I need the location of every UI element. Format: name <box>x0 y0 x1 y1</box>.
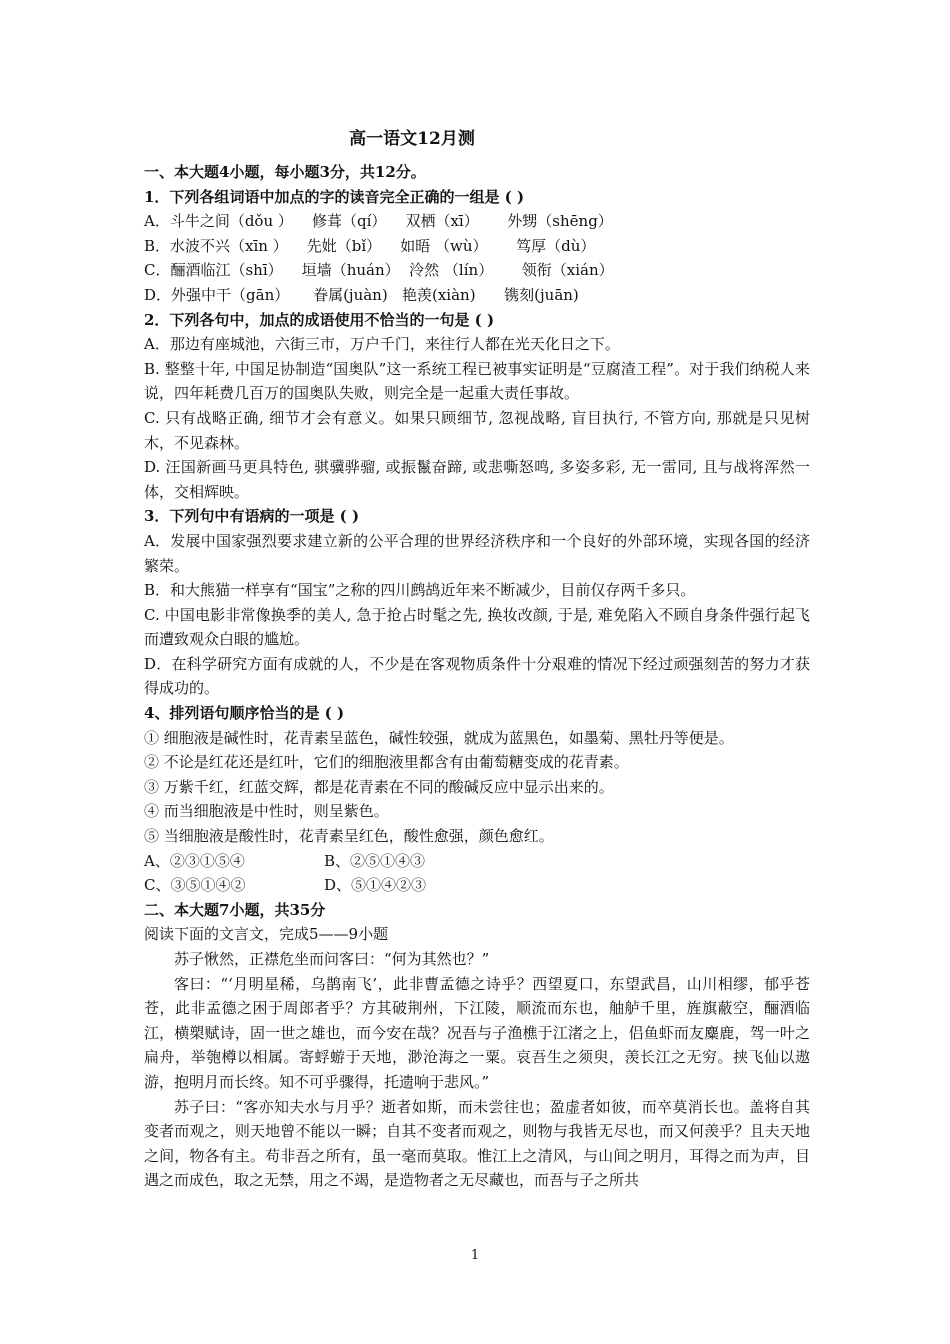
q4-sentence-1: ① 细胞液是碱性时，花青素呈蓝色，碱性较强，就成为蓝黑色，如墨菊、黑牡丹等便是。 <box>144 728 734 747</box>
q4-option-a: A、②③①⑤④ <box>144 851 245 870</box>
q2-stem: 2．下列各句中，加点的成语使用不恰当的一句是 ( ) <box>144 310 495 329</box>
section1-heading: 一、本大题4小题，每小题3分，共12分。 <box>144 163 426 181</box>
q3-stem: 3．下列句中有语病的一项是 ( ) <box>144 507 360 526</box>
q1-stem: 1．下列各组词语中加点的字的读音完全正确的一组是 ( ) <box>144 187 525 206</box>
q4-stem: 4、排列语句顺序恰当的是 ( ) <box>144 704 345 723</box>
q4-options-row-2 <box>144 873 810 898</box>
q4-sentence-2: ② 不论是红花还是红叶，它们的细胞液里都含有由葡萄糖变成的花青素。 <box>144 753 629 772</box>
page-number: 1 <box>470 1248 480 1263</box>
q4-sentence-3: ③ 万紫千红，红蓝交辉，都是花青素在不同的酸碱反应中显示出来的。 <box>144 777 614 796</box>
q4-option-d: D、⑤①④②③ <box>324 876 427 895</box>
q4-sentence-5: ⑤ 当细胞液是酸性时，花青素呈红色，酸性愈强，颜色愈红。 <box>144 827 554 846</box>
q2-option-b: B. 整整十年, 中国足协制造“国奥队”这一系统工程已被事实证明是“豆腐渣工程”。对于我们纳税人来说，四年耗费几百万的国奥队失败，则完全是一起重大责任事故。 <box>144 359 810 403</box>
q1-option-b: B．水波不兴（xīn ） 先妣（bǐ） 如晤 （wù） 笃厚（dù） <box>144 236 596 255</box>
q4-option-c: C、③⑤①④② <box>144 876 246 895</box>
q3-option-c: C. 中国电影非常像换季的美人, 急于抢占时髦之先, 换妆改颜, 于是, 难免陷入不顾自身条件强行起飞而遭致观众白眼的尴尬。 <box>144 605 810 649</box>
q1-option-c: C．酾酒临江（shī） 垣墙（huán） 泠然 （lín） 领衔（xián） <box>144 261 614 280</box>
page-title: 高一语文12月测 <box>349 129 475 149</box>
q4-options-row-1 <box>144 849 810 874</box>
q3-option-a: A．发展中国家强烈要求建立新的公平合理的世界经济秩序和一个良好的外部环境，实现各国的经济繁荣。 <box>144 531 810 575</box>
q3-option-b: B．和大熊猫一样享有“国宝”之称的四川鹧鸪近年来不断减少，目前仅存两千多只。 <box>144 581 696 600</box>
passage-paragraph-2: 客曰：“‘月明星稀，乌鹊南飞’，此非曹孟德之诗乎？西望夏口，东望武昌，山川相缪，郁乎苍苍，此非孟德之困于周郎者乎？方其破荆州，下江陵，顺流而东也，舳舻千里，旌旗蔽空，酾酒临江，横槊赋诗，固一世之雄也，而今安在哉？况吾与子渔樵于江渚之上，侣鱼虾而友麋鹿，驾一叶之扁舟，举匏樽以相属。寄蜉蝣于天地，渺沧海之一粟。哀吾生之须臾，羡长江之无穷。挟飞仙以遨游，抱明月而长终。知不可乎骤得，托遗响于悲风。” <box>144 974 810 1091</box>
section2-intro: 阅读下面的文言文，完成5——9小题 <box>144 925 389 944</box>
q2-option-a: A．那边有座城池，六街三市，万户千门，来往行人都在光天化日之下。 <box>144 335 620 354</box>
passage-paragraph-1: 苏子愀然，正襟危坐而问客曰：“何为其然也？” <box>174 950 490 968</box>
q2-option-c: C. 只有战略正确, 细节才会有意义。如果只顾细节, 忽视战略, 盲目执行, 不管方向, 那就是只见树木，不见森林。 <box>144 408 810 452</box>
q3-option-d: D．在科学研究方面有成就的人，不少是在客观物质条件十分艰难的情况下经过顽强刻苦的努力才获得成功的。 <box>144 654 810 698</box>
passage-paragraph-3: 苏子曰：“客亦知夫水与月乎？逝者如斯，而未尝往也；盈虚者如彼，而卒莫消长也。盖将自其变者而观之，则天地曾不能以一瞬；自其不变者而观之，则物与我皆无尽也，而又何羡乎？且夫天地之间，物各有主。苟非吾之所有，虽一毫而莫取。惟江上之清风，与山间之明月，耳得之而为声，目遇之而成色，取之无禁，用之不竭，是造物者之无尽藏也，而吾与子之所共 <box>144 1097 810 1190</box>
q4-sentence-4: ④ 而当细胞液是中性时，则呈紫色。 <box>144 802 389 821</box>
q1-option-a: A．斗牛之间（dǒu ） 修葺（qí） 双栖（xī） 外甥（shēng） <box>144 212 613 231</box>
q1-option-d: D．外强中干（gān） 眷属(juàn) 艳羡(xiàn) 镌刻(juān) <box>144 285 579 304</box>
q2-option-d: D. 汪国新画马更具特色, 骐骥骅骝, 或振鬣奋蹄, 或悲嘶怒鸣, 多姿多彩, 无一雷同, 且与战将浑然一体，交相辉映。 <box>144 458 810 501</box>
page-content <box>144 124 810 1193</box>
q4-option-b: B、②⑤①④③ <box>324 851 426 870</box>
section2-heading: 二、本大题7小题，共35分 <box>144 900 326 919</box>
